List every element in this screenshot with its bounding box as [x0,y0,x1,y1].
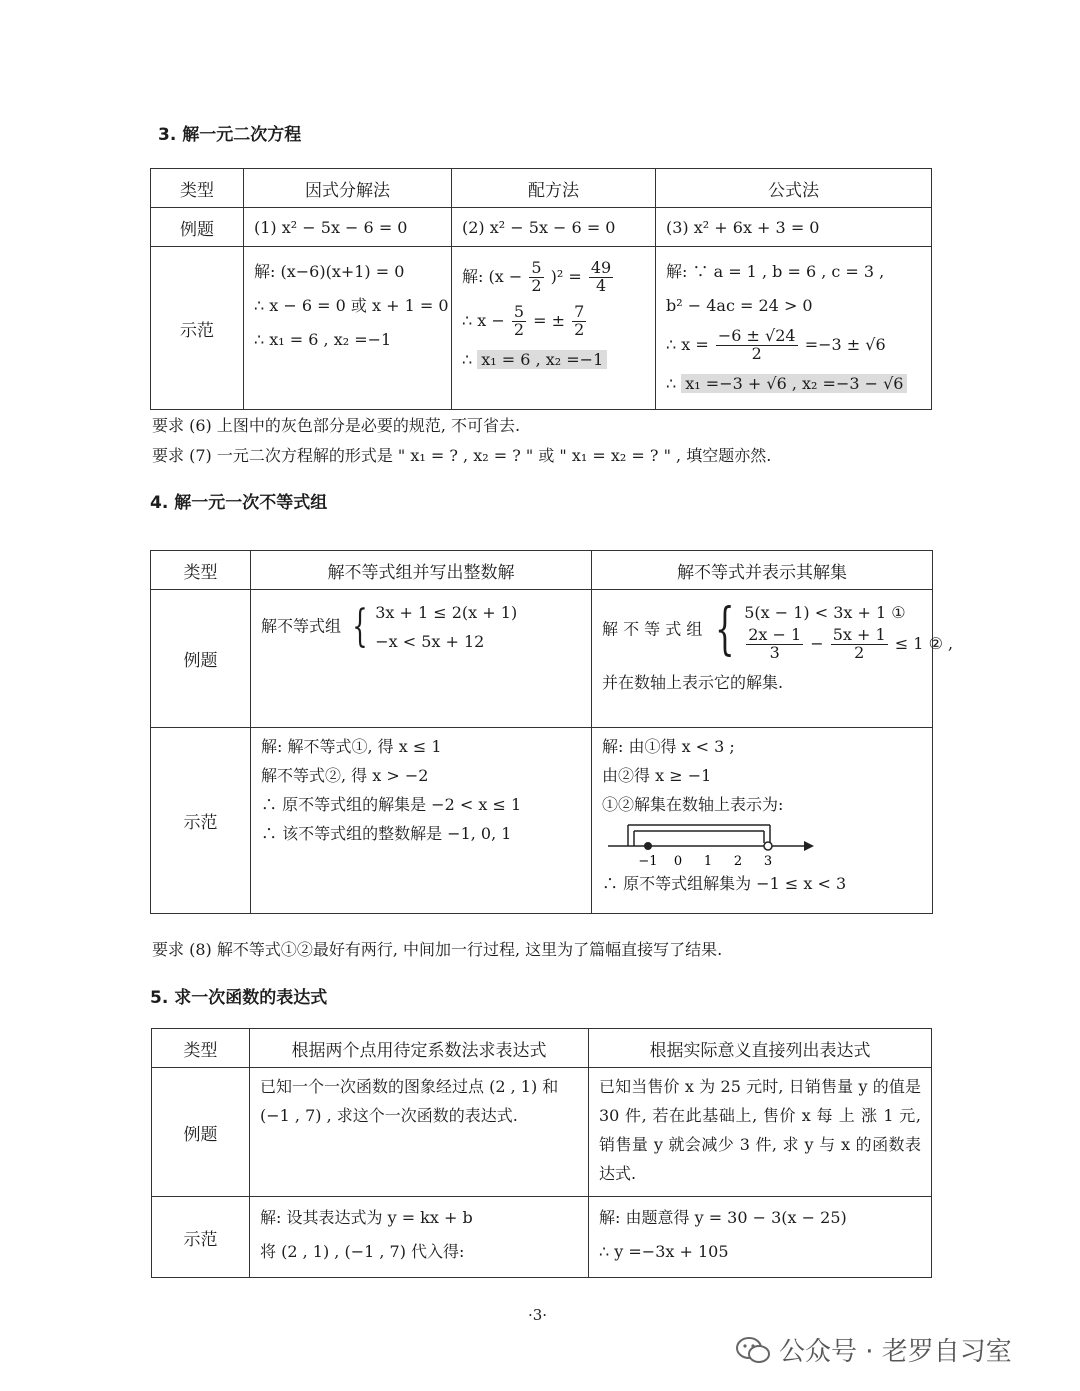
example-2: 已知当售价 x 为 25 元时, 日销售量 y 的值是 30 件, 若在此基础上, 售价 x 每 上 涨 1 元, 销售量 y 就会减少 3 件, 求 y 与 x 的函数表达式. [599,1077,921,1183]
tick-label: 2 [733,854,743,869]
demo-line: ①②解集在数轴上表示为: [602,795,784,814]
demo-integer-solution [251,728,591,856]
tick-label: −1 [638,854,658,869]
linear-function-table [151,1028,932,1278]
header-direct-expression: 根据实际意义直接列出表达式 [589,1029,932,1068]
example-system-2: 解 不 等 式 组 { 5(x − 1) < 3x + 1 ① $\frac{2x - 1}{3}$ − $\frac{5x + 1}{2}$ ≤ 1 ② , 并在数轴上表示它的解集. [592,590,932,708]
section-5-heading: 5. 求一次函数的表达式 [150,988,328,1008]
wechat-icon [735,1335,771,1365]
section-3-heading: 3. 解一元二次方程 [158,125,302,145]
demo-line: 解不等式②, 得 x > −2 [261,766,429,785]
row-label-example: 例题 [151,590,251,728]
example-system-1: 解不等式组 { 3x + 1 ≤ 2(x + 1) −x < 5x + 12 [261,601,518,652]
demo-solution-set [592,728,932,906]
demo-line: 解: (x − $\frac{5}{2}$ )² = $\frac{49}{4}$ [462,258,612,295]
example-instruction: 并在数轴上表示它的解集. [602,672,784,692]
demo-line: 由②得 x ≥ −1 [602,766,712,785]
demo-line: 将 (2 , 1) , (−1 , 7) 代入得: [260,1242,465,1261]
row-label-demo: 示范 [151,728,251,914]
demo-line: ∴ 原不等式组的解集是 −2 < x ≤ 1 [261,795,522,814]
row-label-example: 例题 [151,208,244,247]
demo-line: 解: 由题意得 y = 30 − 3(x − 25) [599,1208,847,1227]
demo-factoring [244,247,451,365]
row-label-demo: 示范 [152,1197,250,1278]
number-line [604,819,819,869]
inequality-table [150,550,954,914]
demo-line: 解: 解不等式①, 得 x ≤ 1 [261,737,442,756]
tick-label: 3 [763,854,773,869]
example-1: 已知一个一次函数的图象经过点 (2 , 1) 和 (−1 , 7) , 求这个一次函数的表达式. [260,1077,559,1125]
demo-line: ∴ y =−3x + 105 [599,1242,729,1261]
open-point-3 [764,842,772,850]
demo-line: 解: 由①得 x < 3 ; [602,737,735,756]
header-formula: 公式法 [656,169,932,208]
demo-line: ∴ 该不等式组的整数解是 −1, 0, 1 [261,824,512,843]
header-factoring: 因式分解法 [244,169,452,208]
page-number: ·3· [528,1306,548,1324]
demo-line: 解: ∵ a = 1 , b = 6 , c = 3 , [666,262,885,281]
required-gray-part: x₁ = 6 , x₂ =−1 [477,350,607,369]
example-1: (1) x² − 5x − 6 = 0 [254,217,408,237]
requirement-6: 要求 (6) 上图中的灰色部分是必要的规范, 不可省去. [152,416,521,435]
demo-line: ∴ x₁ = 6 , x₂ =−1 [254,330,392,349]
header-type: 类型 [151,169,244,208]
header-type: 类型 [152,1029,250,1068]
example-3: (3) x² + 6x + 3 = 0 [666,217,820,237]
demo-line: 解: 设其表达式为 y = kx + b [260,1208,473,1227]
watermark [735,1331,1012,1368]
tick-label: 1 [703,854,713,869]
demo-undetermined [250,1197,588,1277]
quadratic-table [150,168,932,410]
section-4-heading: 4. 解一元一次不等式组 [150,493,328,513]
tick-label: 0 [673,854,683,869]
row-label-example: 例题 [152,1068,250,1197]
header-integer-solution: 解不等式组并写出整数解 [251,551,592,590]
demo-line: ∴ x₁ =−3 + √6 , x₂ =−3 − √6 [666,367,921,401]
required-gray-part: x₁ =−3 + √6 , x₂ =−3 − √6 [681,374,907,393]
demo-direct [589,1197,931,1277]
axis-arrow-icon [804,841,814,851]
demo-line: ∴ x − $\frac{5}{2}$ = ± $\frac{7}{2}$ [462,302,585,339]
demo-line: ∴ x − 6 = 0 或 x + 1 = 0 [254,296,449,315]
demo-line: 解: (x−6)(x+1) = 0 [254,262,405,281]
header-completing-square: 配方法 [452,169,656,208]
example-2: (2) x² − 5x − 6 = 0 [462,217,616,237]
requirement-8: 要求 (8) 解不等式①②最好有两行, 中间加一行过程, 这里为了篇幅直接写了结果. [152,940,723,959]
row-label-demo: 示范 [151,247,244,410]
demo-formula [656,247,931,409]
demo-completing-square [452,247,655,385]
header-undetermined-coefficients: 根据两个点用待定系数法求表达式 [250,1029,589,1068]
watermark-text: 公众号 · 老罗自习室 [779,1337,1012,1367]
demo-line: b² − 4ac = 24 > 0 [666,296,813,315]
closed-point-minus1 [644,842,652,850]
requirement-7: 要求 (7) 一元二次方程解的形式是 " x₁ = ? , x₂ = ? " 或 " x₁ = x₂ = ? " , 填空题亦然. [152,446,772,465]
header-solution-set: 解不等式并表示其解集 [592,551,933,590]
demo-line: ∴ 原不等式组解集为 −1 ≤ x < 3 [602,874,847,893]
demo-line: ∴ x = $\frac{-6 \pm √24}{2}$ =−3 ± √6 [666,326,886,363]
demo-line: ∴ x₁ = 6 , x₂ =−1 [462,343,645,377]
header-type: 类型 [151,551,251,590]
